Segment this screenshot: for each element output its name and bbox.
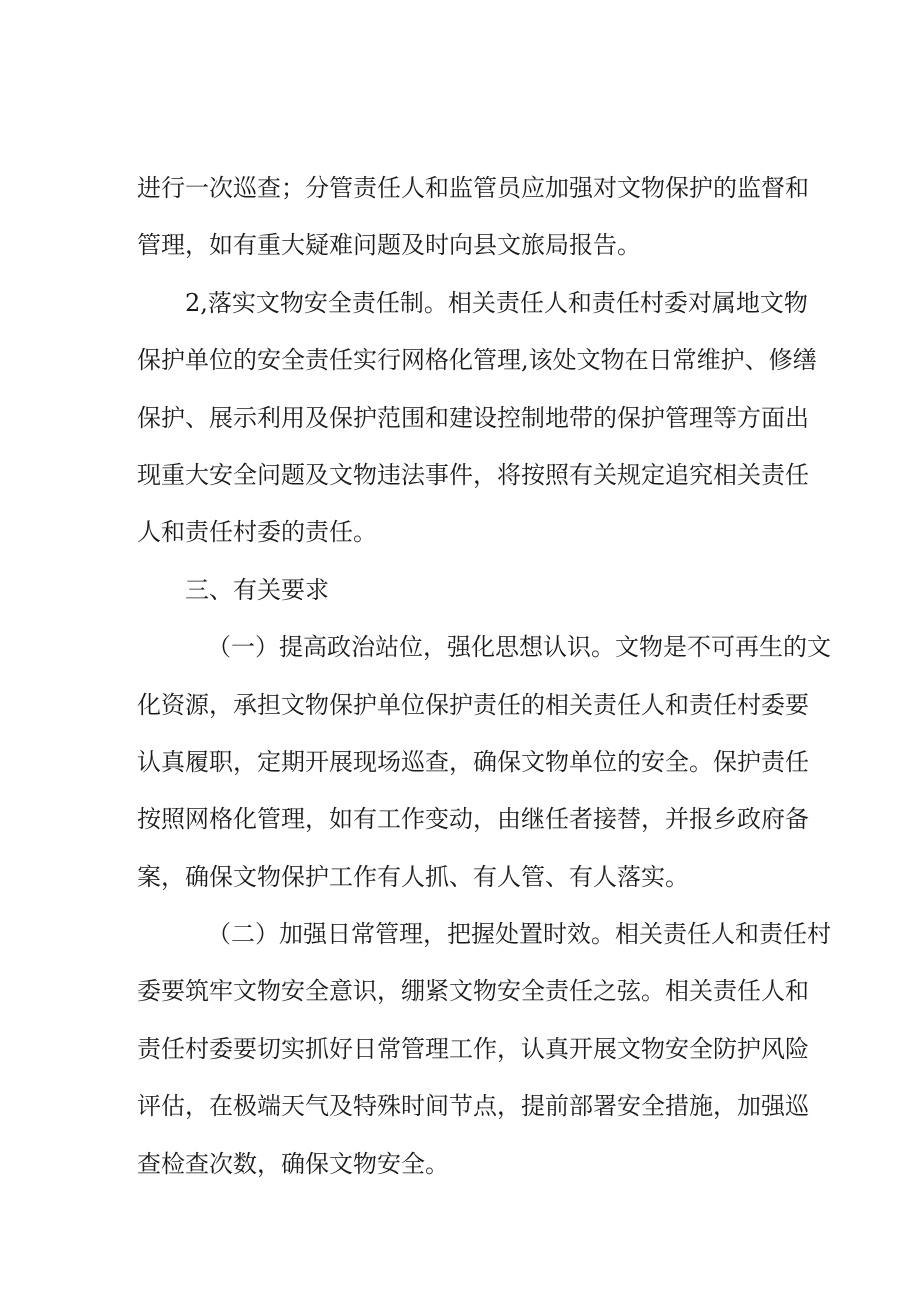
text-line: 2,落实文物安全责任制。相关责任人和责任村委对属地文物 — [185, 288, 808, 317]
text-line: 按照网格化管理，如有工作变动，由继任者接替，并报乡政府备 — [137, 805, 809, 834]
text-line: 委要筑牢文物安全意识，绷紧文物安全责任之弦。相关责任人和 — [137, 977, 809, 1006]
text-line: 化资源，承担文物保护单位保护责任的相关责任人和责任村委要 — [137, 690, 809, 719]
text-line: （一）提高政治站位，强化思想认识。文物是不可再生的文 — [207, 633, 831, 662]
text-line: 认真履职，定期开展现场巡查，确保文物单位的安全。保护责任 — [137, 747, 809, 776]
text-line: 保护单位的安全责任实行网格化管理,该处文物在日常维护、修缮 — [137, 346, 817, 375]
text-line: （二）加强日常管理，把握处置时效。相关责任人和责任村 — [207, 920, 831, 949]
text-line: 管理，如有重大疑难问题及时向县文旅局报告。 — [137, 231, 641, 260]
text-line: 案，确保文物保护工作有人抓、有人管、有人落实。 — [137, 862, 689, 891]
text-line: 保护、展示利用及保护范围和建设控制地带的保护管理等方面出 — [137, 403, 809, 432]
document-body — [137, 160, 831, 1193]
section-heading: 三、有关要求 — [185, 575, 329, 604]
text-line: 查检查次数，确保文物安全。 — [137, 1149, 449, 1178]
text-line: 人和责任村委的责任。 — [137, 518, 377, 547]
text-line: 现重大安全问题及文物违法事件，将按照有关规定追究相关责任 — [137, 460, 809, 489]
text-line: 评估，在极端天气及特殊时间节点，提前部署安全措施，加强巡 — [137, 1092, 809, 1121]
text-line: 进行一次巡查；分管责任人和监管员应加强对文物保护的监督和 — [137, 174, 809, 202]
text-line: 责任村委要切实抓好日常管理工作，认真开展文物安全防护风险 — [137, 1034, 809, 1063]
